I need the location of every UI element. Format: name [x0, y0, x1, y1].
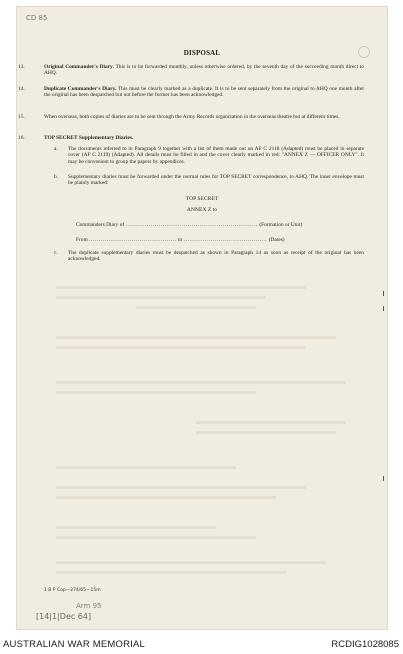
dates-line: From ............................................. to ........................................... (Dates)	[76, 237, 285, 243]
paragraph-15: 15. When overseas, both copies of diaries are to be sent through the Army Records organization in the overseas theatre but at different times.	[18, 114, 340, 120]
printer-code: 1 B P Cop—274/65—15m	[44, 588, 101, 593]
subparagraph-a: a. The documents referred to in Paragraph 9 together with a list of them made out on AF C 2118 (Adapted) must be placed in separate cover (AF C 2119) (Adapted). All details must be filled in and the cover clearly marked in red: "ANNEX Z — OFFICER ONLY". It may be convenient to group the papers by appendices.	[54, 146, 364, 165]
binding-mark	[383, 476, 385, 481]
annex-label: ANNEX Z to	[186, 207, 218, 213]
show-through-text	[56, 536, 256, 539]
show-through-text	[56, 526, 216, 529]
diary-line: Commanders Diary of .................................................................... (Formation or Unit)	[76, 222, 303, 228]
show-through-text	[56, 346, 306, 349]
show-through-text	[56, 496, 276, 499]
paragraph-13: 13. Original Commander's Diary. This is to be forwarded monthly, unless otherwise ordered, by the seventh day of the succeeding month direct to AHQ.	[18, 64, 364, 77]
item-id: RCDIG1028085	[331, 639, 399, 650]
show-through-text	[196, 421, 346, 424]
show-through-text	[196, 431, 336, 434]
pencil-annotation: CD 85	[26, 14, 48, 22]
institution-name: AUSTRALIAN WAR MEMORIAL	[3, 639, 146, 650]
handwritten-note: Arm 95	[76, 602, 102, 610]
binding-mark	[383, 306, 385, 311]
show-through-text	[56, 571, 286, 574]
document-page	[16, 6, 388, 630]
show-through-text	[56, 286, 306, 289]
paragraph-14: 14. Duplicate Commander's Diary. This must be clearly marked as a duplicate. It is to be sent separately from the original to AHQ one month after the original has been despatched but not before the former has been acknowledged.	[18, 86, 364, 99]
page-heading: DISPOSAL	[183, 49, 221, 57]
paragraph-16: 16. TOP SECRET Supplementary Diaries.	[18, 135, 134, 141]
archive-footer	[0, 636, 403, 654]
show-through-text	[56, 391, 256, 394]
show-through-text	[56, 381, 346, 384]
subparagraph-c: c. The duplicate supplementary diaries must be despatched as shown in Paragraph 14 as soon as receipt of the original has been acknowledged.	[54, 250, 364, 263]
show-through-text	[136, 306, 256, 309]
show-through-text	[56, 336, 336, 339]
subparagraph-b: b. Supplementary diaries must be forwarded under the normal rules for TOP SECRET correspondence, to AHQ. The inner envelope must be plainly marked:	[54, 174, 364, 187]
binding-mark	[383, 291, 385, 296]
show-through-text	[56, 296, 266, 299]
show-through-text	[56, 561, 326, 564]
handwritten-date: [14|1|Dec 64]	[36, 612, 92, 621]
show-through-text	[56, 466, 236, 469]
show-through-text	[56, 486, 306, 489]
top-secret-label: TOP SECRET	[185, 196, 219, 202]
